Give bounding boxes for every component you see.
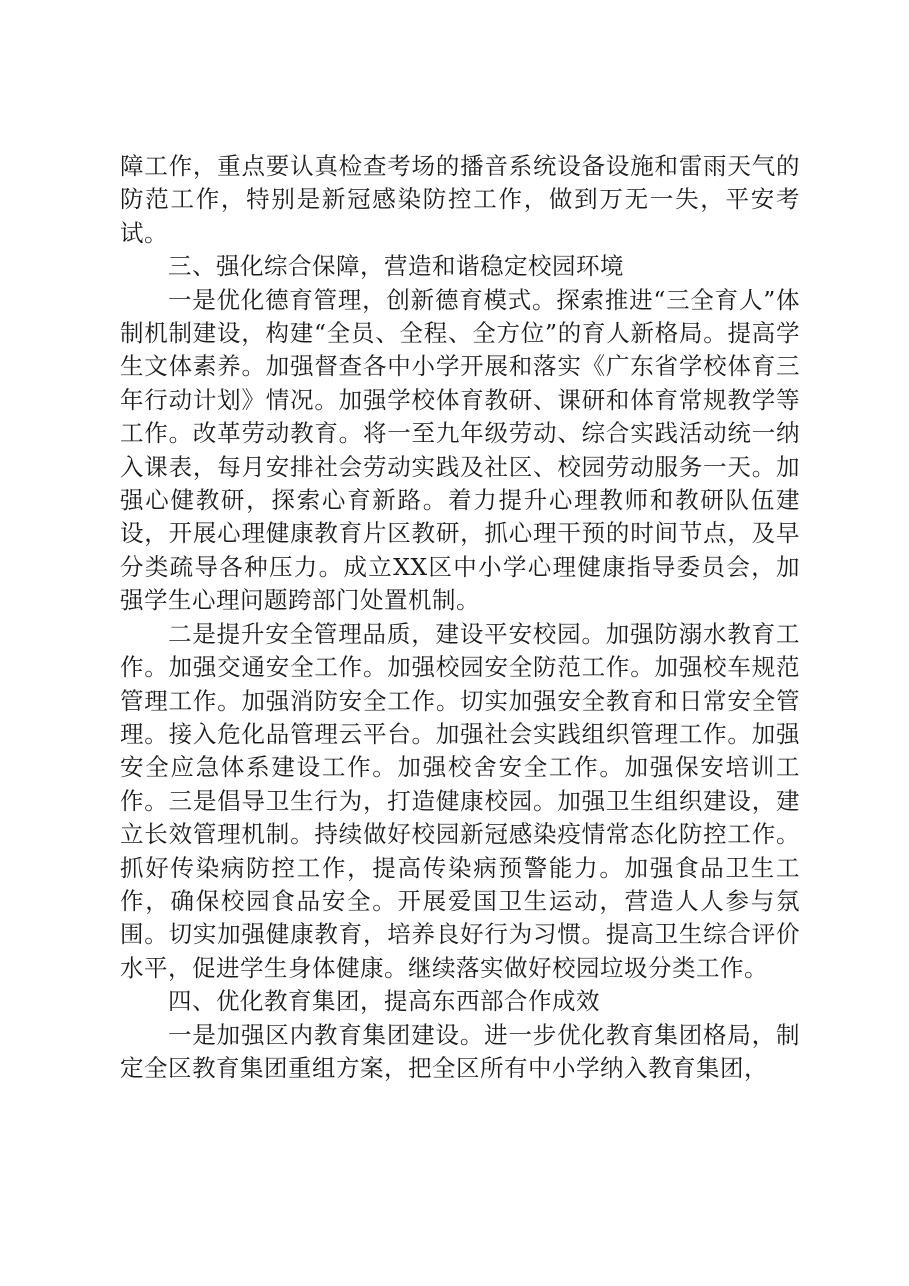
- paragraph-education-group: 一是加强区内教育集团建设。进一步优化教育集团格局，制定全区教育集团重组方案，把全区所有中小学纳入教育集团，: [120, 1020, 800, 1082]
- section-heading-3: 三、强化综合保障，营造和谐稳定校园环境: [168, 252, 624, 281]
- paragraph-moral-education: 一是优化德育管理，创新德育模式。探索推进“三全育人”体制机制建设，构建“全员、全程、全方位”的育人新格局。提高学生文体素养。加强督查各中小学开展和落实《广东省学校体育三年行动计划》情况。加强学校体育教研、课研和体育常规教学等工作。改革劳动教育。将一至九年级劳动、综合实践活动统一纳入课表，每月安排社会劳动实践及社区、校园劳动服务一天。加强心健教研，探索心育新路。着力提升心理教师和教研队伍建设，开展心理健康教育片区教研，抓心理干预的时间节点，及早分类疏导各种压力。成立XX区中小学心理健康指导委员会，加强学生心理问题跨部门处置机制。: [120, 285, 800, 615]
- section-heading-4: 四、优化教育集团，提高东西部合作成效: [168, 987, 600, 1016]
- paragraph-safety-management: 二是提升安全管理品质，建设平安校园。加强防溺水教育工作。加强交通安全工作。加强校园安全防范工作。加强校车规范管理工作。加强消防安全工作。切实加强安全教育和日常安全管理。接入危化品管理云平台。加强社会实践组织管理工作。加强安全应急体系建设工作。加强校舍安全工作。加强保安培训工作。三是倡导卫生行为，打造健康校园。加强卫生组织建设，建立长效管理机制。持续做好校园新冠感染疫情常态化防控工作。抓好传染病防控工作，提高传染病预警能力。加强食品卫生工作，确保校园食品安全。开展爱国卫生运动，营造人人参与氛围。切实加强健康教育，培养良好行为习惯。提高卫生综合评价水平，促进学生身体健康。继续落实做好校园垃圾分类工作。: [120, 619, 800, 982]
- document-body: [120, 150, 800, 1085]
- paragraph-continuation: 障工作，重点要认真检查考场的播音系统设备设施和雷雨天气的防范工作，特别是新冠感染防控工作，做到万无一失，平安考试。: [120, 152, 800, 247]
